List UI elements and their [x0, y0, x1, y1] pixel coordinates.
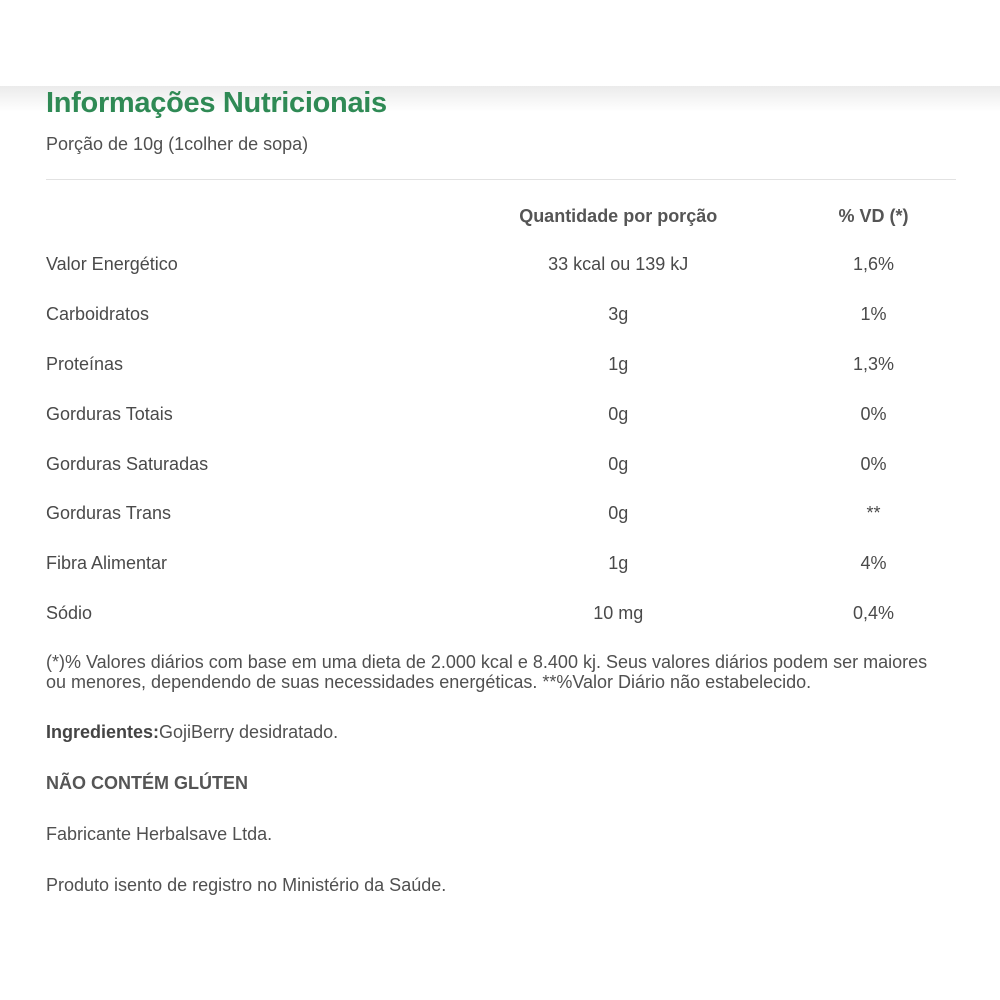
nutrient-quantity: 0g — [608, 403, 629, 424]
table-row — [46, 539, 956, 589]
table-row — [46, 589, 956, 639]
nutrient-quantity: 3g — [608, 304, 629, 325]
registration-line: Produto isento de registro no Ministério da Saúde. — [46, 875, 447, 896]
serving-size: Porção de 10g (1colher de sopa) — [46, 134, 309, 154]
nutrient-daily-value: 1,3% — [853, 353, 895, 374]
ingredients-line — [46, 722, 956, 743]
ingredients-label: Ingredientes: — [46, 722, 160, 743]
nutrient-name: Valor Energético — [46, 254, 178, 275]
nutrition-section — [46, 84, 956, 896]
table-row — [46, 439, 956, 489]
nutrient-name: Gorduras Saturadas — [46, 453, 209, 474]
nutrient-daily-value: 0% — [860, 403, 887, 424]
column-header-name — [46, 192, 445, 240]
nutrient-quantity: 0g — [608, 453, 629, 474]
nutrient-name: Proteínas — [46, 353, 124, 374]
table-row — [46, 240, 956, 290]
column-header-daily-value: % VD (*) — [838, 205, 909, 226]
nutrient-quantity: 1g — [608, 553, 629, 574]
gluten-notice: NÃO CONTÉM GLÚTEN — [46, 773, 248, 794]
nutrient-quantity: 10 mg — [593, 602, 644, 623]
table-row — [46, 489, 956, 539]
nutrient-name: Sódio — [46, 602, 93, 623]
nutrient-daily-value: 0% — [860, 453, 887, 474]
top-blank-area — [0, 0, 1000, 86]
nutrient-daily-value: 4% — [860, 553, 887, 574]
column-header-quantity: Quantidade por porção — [519, 205, 718, 226]
section-title: Informações Nutricionais — [46, 87, 387, 119]
table-row — [46, 340, 956, 390]
table-header-row — [46, 192, 956, 240]
nutrient-name: Gorduras Totais — [46, 403, 173, 424]
nutrient-daily-value: ** — [866, 503, 881, 524]
nutrient-name: Gorduras Trans — [46, 503, 172, 524]
table-row — [46, 389, 956, 439]
nutrient-quantity: 0g — [608, 503, 629, 524]
ingredients-value: GojiBerry desidratado. — [159, 722, 339, 743]
nutrient-daily-value: 0,4% — [853, 602, 895, 623]
nutrient-daily-value: 1% — [860, 304, 887, 325]
manufacturer-line: Fabricante Herbalsave Ltda. — [46, 824, 273, 845]
nutrient-name: Fibra Alimentar — [46, 553, 168, 574]
divider — [46, 179, 956, 180]
table-row — [46, 290, 956, 340]
nutrient-quantity: 1g — [608, 353, 629, 374]
nutrient-quantity: 33 kcal ou 139 kJ — [548, 254, 689, 275]
daily-value-footnote: (*)% Valores diários com base em uma dieta de 2.000 kcal e 8.400 kj. Seus valores diários podem ser maiores ou menores, dependendo de suas necessidades energéticas. **%Valor Diário não estabelecido. — [46, 652, 928, 693]
nutrient-daily-value: 1,6% — [853, 254, 895, 275]
nutrient-name: Carboidratos — [46, 304, 150, 325]
nutrition-table — [46, 192, 956, 638]
